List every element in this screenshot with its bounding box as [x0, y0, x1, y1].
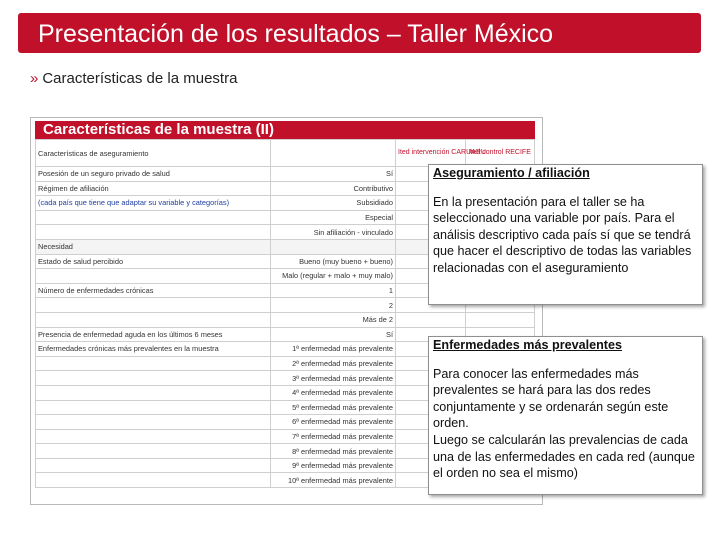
- bullet-marker: »: [30, 70, 39, 87]
- table-header-row: [36, 140, 535, 167]
- note-body: Para conocer las enfermedades más prevalentes se hará para las dos redes conjuntamente y se ordenarán según este orden.: [433, 366, 669, 431]
- table-header-cell: Ited control RECIFE: [465, 140, 535, 167]
- table-cell: [36, 400, 271, 415]
- page-title: Presentación de los resultados – Taller México: [38, 20, 554, 48]
- table-cell: Régimen de afiliación: [36, 181, 271, 196]
- table-cell: Sin afiliación - vinculado: [271, 225, 396, 240]
- table-cell: 1: [271, 283, 396, 298]
- table-cell: Subsidiado: [271, 196, 396, 211]
- table-cell: [36, 444, 271, 459]
- table-cell: Necesidad: [36, 239, 271, 254]
- note-body: En la presentación para el taller se ha seleccionado una variable por país. Para el análisis descriptivo cada país sí que se tendrá que hacer el descriptivo de todas las variables relacionadas con el aseguramiento: [433, 194, 692, 275]
- table-cell: 10ª enfermedad más prevalente: [271, 473, 396, 488]
- table-cell: [36, 371, 271, 386]
- table-cell: (cada país que tiene que adaptar su variable y categorías): [36, 196, 271, 211]
- slide-header: [35, 121, 535, 139]
- table-cell: [36, 473, 271, 488]
- table-cell: 3ª enfermedad más prevalente: [271, 371, 396, 386]
- table-cell: Bueno (muy bueno + bueno): [271, 254, 396, 269]
- table-cell: Especial: [271, 210, 396, 225]
- slide-title: Características de la muestra (II): [43, 121, 274, 138]
- table-cell: [36, 385, 271, 400]
- table-cell: [36, 312, 271, 327]
- table-cell: [36, 429, 271, 444]
- table-cell: Posesión de un seguro privado de salud: [36, 167, 271, 182]
- section-subtitle: [30, 70, 237, 87]
- table-cell: 1ª enfermedad más prevalente: [271, 342, 396, 357]
- table-cell: Presencia de enfermedad aguda en los últimos 6 meses: [36, 327, 271, 342]
- note-heading: Aseguramiento / afiliación: [433, 166, 590, 180]
- table-cell: Más de 2: [271, 312, 396, 327]
- table-cell: [36, 356, 271, 371]
- table-cell: 9ª enfermedad más prevalente: [271, 458, 396, 473]
- table-cell: [36, 298, 271, 313]
- table-cell: 8ª enfermedad más prevalente: [271, 444, 396, 459]
- table-cell: 2: [271, 298, 396, 313]
- table-cell: [271, 239, 396, 254]
- table-cell: 5ª enfermedad más prevalente: [271, 400, 396, 415]
- title-bar: [18, 13, 701, 53]
- table-cell: Contributivo: [271, 181, 396, 196]
- note-heading: Enfermedades más prevalentes: [433, 338, 622, 352]
- table-cell: 2ª enfermedad más prevalente: [271, 356, 396, 371]
- note-body: Luego se calcularán las prevalencias de cada una de las enfermedades en cada red (aunque el orden no sea el mismo): [433, 432, 695, 481]
- table-cell: Número de enfermedades crónicas: [36, 283, 271, 298]
- table-cell: Sí: [271, 327, 396, 342]
- table-cell: Malo (regular + malo + muy malo): [271, 269, 396, 284]
- table-header-cell: [271, 140, 396, 167]
- table-header-cell: Características de aseguramiento: [36, 140, 271, 167]
- table-cell: [36, 415, 271, 430]
- table-row: [36, 312, 535, 327]
- table-cell: [36, 458, 271, 473]
- table-cell: Estado de salud percibido: [36, 254, 271, 269]
- note-aseguramiento: [428, 164, 703, 305]
- table-cell: Sí: [271, 167, 396, 182]
- table-cell: Enfermedades crónicas más prevalentes en la muestra: [36, 342, 271, 357]
- table-cell: [36, 225, 271, 240]
- table-cell: 7ª enfermedad más prevalente: [271, 429, 396, 444]
- table-cell: [396, 312, 466, 327]
- note-enfermedades: [428, 336, 703, 495]
- table-cell: [36, 210, 271, 225]
- subtitle-text: Características de la muestra: [42, 70, 238, 87]
- table-cell: [36, 269, 271, 284]
- table-header-cell: Ited intervención CARUARU: [396, 140, 466, 167]
- table-cell: [465, 312, 535, 327]
- table-cell: 4ª enfermedad más prevalente: [271, 385, 396, 400]
- table-cell: 6ª enfermedad más prevalente: [271, 415, 396, 430]
